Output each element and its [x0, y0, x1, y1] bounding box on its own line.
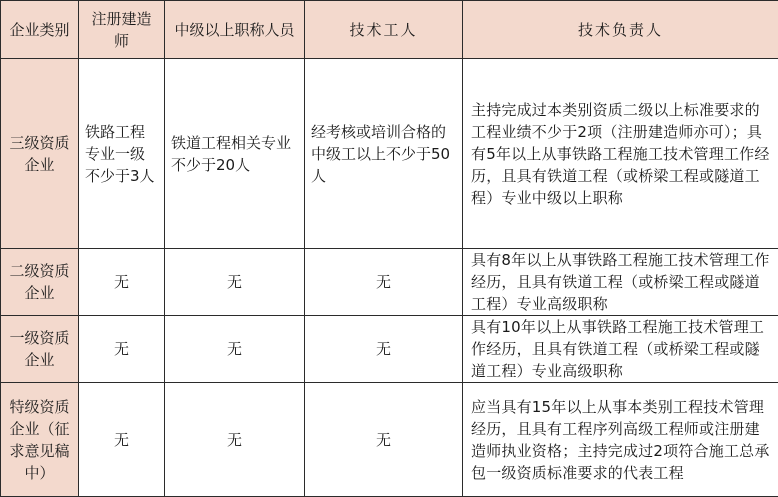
table-body: [1, 59, 778, 497]
row-technical-workers: 无: [305, 383, 463, 497]
row-registered-constructor: 铁路工程专业一级不少于3人: [79, 59, 165, 249]
header-row: [1, 1, 778, 59]
row-titled-staff: 铁道工程相关专业不少于20人: [165, 59, 305, 249]
table-row: [1, 249, 778, 316]
header-titled-staff: 中级以上职称人员: [165, 1, 305, 59]
row-titled-staff: 无: [165, 249, 305, 316]
row-category: 三级资质企业: [1, 59, 79, 249]
header-registered-constructor: 注册建造师: [79, 1, 165, 59]
row-titled-staff: 无: [165, 316, 305, 383]
row-technical-lead: 具有10年以上从事铁路工程施工技术管理工作经历，且具有铁道工程（或桥梁工程或隧道工程）专业高级职称: [463, 316, 778, 383]
header-technical-workers: 技术工人: [305, 1, 463, 59]
row-technical-workers: 经考核或培训合格的中级工以上不少于50人: [305, 59, 463, 249]
row-category: 二级资质企业: [1, 249, 79, 316]
table-row: [1, 316, 778, 383]
row-technical-workers: 无: [305, 316, 463, 383]
row-titled-staff: 无: [165, 383, 305, 497]
row-registered-constructor: 无: [79, 383, 165, 497]
table-row: [1, 59, 778, 249]
table-header: [1, 1, 778, 59]
row-technical-workers: 无: [305, 249, 463, 316]
row-registered-constructor: 无: [79, 249, 165, 316]
header-category: 企业类别: [1, 1, 79, 59]
row-technical-lead: 主持完成过本类别资质二级以上标准要求的工程业绩不少于2项（注册建造师亦可）；具有5年以上从事铁路工程施工技术管理工作经历，且具有铁道工程（或桥梁工程或隧道工程）专业中级以上职称: [463, 59, 778, 249]
row-technical-lead: 具有8年以上从事铁路工程施工技术管理工作经历，且具有铁道工程（或桥梁工程或隧道工程）专业高级职称: [463, 249, 778, 316]
row-category: 特级资质企业（征求意见稿中）: [1, 383, 79, 497]
row-category: 一级资质企业: [1, 316, 79, 383]
row-technical-lead: 应当具有15年以上从事本类别工程技术管理经历，且具有工程序列高级工程师或注册建造师执业资格；主持完成过2项符合施工总承包一级资质标准要求的代表工程: [463, 383, 778, 497]
header-technical-lead: 技术负责人: [463, 1, 778, 59]
row-registered-constructor: 无: [79, 316, 165, 383]
table-row: [1, 383, 778, 497]
